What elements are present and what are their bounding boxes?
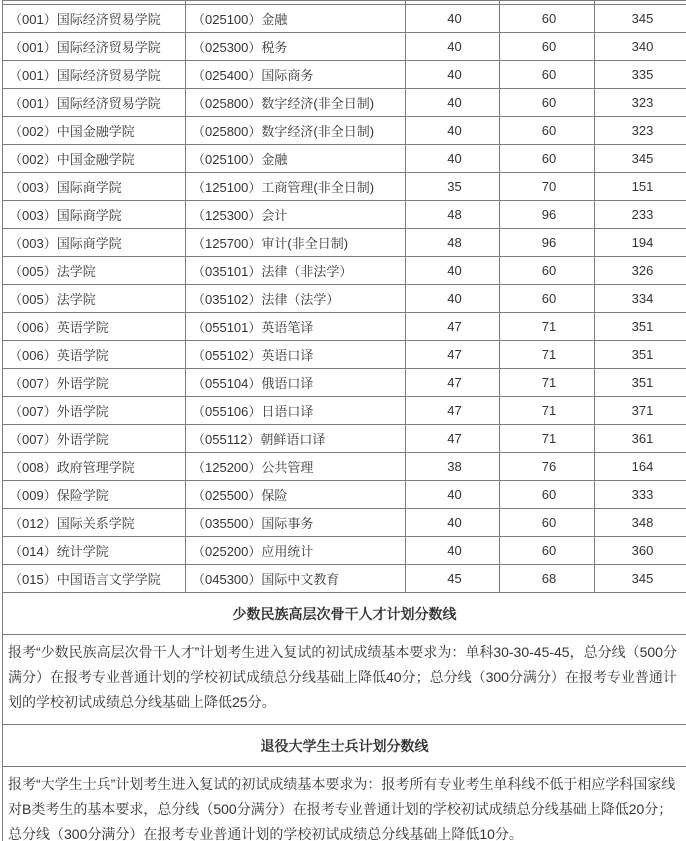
score2-cell: 71 xyxy=(500,313,595,341)
table-row xyxy=(3,145,686,173)
school-cell: （006）英语学院 xyxy=(3,341,186,369)
score1-cell: 48 xyxy=(406,229,500,257)
table-row xyxy=(3,453,686,481)
major-cell: （055112）朝鲜语口译 xyxy=(186,425,406,453)
score2-cell: 60 xyxy=(500,481,595,509)
table-row xyxy=(3,537,686,565)
section-body: 报考“少数民族高层次骨干人才”计划考生进入复试的初试成绩基本要求为：单科30-30-45-45，总分线（500分满分）在报考专业普通计划的学校初试成绩总分线基础上降低40分；总分线（300分满分）在报考专业普通计划的学校初试成绩总分线基础上降低25分。 xyxy=(3,635,686,725)
total-cell: 194 xyxy=(595,229,686,257)
score2-cell: 60 xyxy=(500,285,595,313)
major-cell: （055102）英语口译 xyxy=(186,341,406,369)
school-cell: （015）中国语言文学学院 xyxy=(3,565,186,593)
major-cell: （035500）国际事务 xyxy=(186,509,406,537)
major-cell: （125100）工商管理(非全日制) xyxy=(186,173,406,201)
school-cell: （002）中国金融学院 xyxy=(3,145,186,173)
score2-cell: 71 xyxy=(500,341,595,369)
table-row xyxy=(3,33,686,61)
total-cell: 371 xyxy=(595,397,686,425)
section-title: 退役大学生士兵计划分数线 xyxy=(3,725,686,767)
section-body: 报考“大学生士兵”计划考生进入复试的初试成绩基本要求为：报考所有专业考生单科线不低于相应学科国家线对B类考生的基本要求，总分线（500分满分）在报考专业普通计划的学校初试成绩总分线基础上降低20分；总分线（300分满分）在报考专业普通计划的学校初试成绩总分线基础上降低10分。 xyxy=(3,767,686,841)
total-cell: 334 xyxy=(595,285,686,313)
table-row xyxy=(3,173,686,201)
score1-cell: 40 xyxy=(406,285,500,313)
total-cell: 323 xyxy=(595,89,686,117)
school-cell: （007）外语学院 xyxy=(3,369,186,397)
minority-plan-body-row xyxy=(3,635,686,725)
score2-cell: 60 xyxy=(500,61,595,89)
total-cell: 351 xyxy=(595,313,686,341)
table-row xyxy=(3,285,686,313)
score1-cell: 47 xyxy=(406,341,500,369)
table-row xyxy=(3,481,686,509)
total-cell: 326 xyxy=(595,257,686,285)
score2-cell: 71 xyxy=(500,425,595,453)
school-cell: （001）国际经济贸易学院 xyxy=(3,61,186,89)
total-cell: 333 xyxy=(595,481,686,509)
score2-cell: 76 xyxy=(500,453,595,481)
total-cell: 348 xyxy=(595,509,686,537)
score1-cell: 40 xyxy=(406,117,500,145)
score2-cell: 60 xyxy=(500,145,595,173)
score1-cell: 40 xyxy=(406,89,500,117)
score1-cell: 40 xyxy=(406,145,500,173)
major-cell: （125300）会计 xyxy=(186,201,406,229)
score1-cell: 40 xyxy=(406,537,500,565)
total-cell: 345 xyxy=(595,145,686,173)
school-cell: （003）国际商学院 xyxy=(3,201,186,229)
major-cell: （055101）英语笔译 xyxy=(186,313,406,341)
school-cell: （009）保险学院 xyxy=(3,481,186,509)
score1-cell: 38 xyxy=(406,453,500,481)
score1-cell: 48 xyxy=(406,201,500,229)
school-cell: （012）国际关系学院 xyxy=(3,509,186,537)
total-cell: 335 xyxy=(595,61,686,89)
table-row xyxy=(3,229,686,257)
veteran-plan-body-row xyxy=(3,767,686,841)
total-cell: 340 xyxy=(595,33,686,61)
major-cell: （025800）数字经济(非全日制) xyxy=(186,117,406,145)
school-cell: （007）外语学院 xyxy=(3,397,186,425)
score1-cell: 35 xyxy=(406,173,500,201)
score2-cell: 60 xyxy=(500,33,595,61)
score1-cell: 40 xyxy=(406,509,500,537)
table-row xyxy=(3,509,686,537)
school-cell: （002）中国金融学院 xyxy=(3,117,186,145)
score1-cell: 40 xyxy=(406,61,500,89)
score1-cell: 40 xyxy=(406,33,500,61)
score1-cell: 47 xyxy=(406,313,500,341)
total-cell: 164 xyxy=(595,453,686,481)
table-row xyxy=(3,5,686,33)
score1-cell: 40 xyxy=(406,5,500,33)
table-row xyxy=(3,257,686,285)
score2-cell: 60 xyxy=(500,509,595,537)
total-cell: 345 xyxy=(595,565,686,593)
score1-cell: 45 xyxy=(406,565,500,593)
school-cell: （007）外语学院 xyxy=(3,425,186,453)
table-row xyxy=(3,425,686,453)
total-cell: 233 xyxy=(595,201,686,229)
score-rows xyxy=(3,1,686,593)
school-cell: （014）统计学院 xyxy=(3,537,186,565)
major-cell: （025500）保险 xyxy=(186,481,406,509)
total-cell: 361 xyxy=(595,425,686,453)
major-cell: （045300）国际中文教育 xyxy=(186,565,406,593)
score1-cell: 47 xyxy=(406,369,500,397)
school-cell: （006）英语学院 xyxy=(3,313,186,341)
score2-cell: 60 xyxy=(500,257,595,285)
total-cell: 351 xyxy=(595,369,686,397)
score1-cell: 40 xyxy=(406,257,500,285)
major-cell: （025100）金融 xyxy=(186,145,406,173)
score2-cell: 60 xyxy=(500,117,595,145)
score2-cell: 68 xyxy=(500,565,595,593)
score1-cell: 40 xyxy=(406,481,500,509)
veteran-plan-title-row xyxy=(3,725,686,767)
school-cell: （005）法学院 xyxy=(3,257,186,285)
school-cell: （001）国际经济贸易学院 xyxy=(3,89,186,117)
major-cell: （125700）审计(非全日制) xyxy=(186,229,406,257)
score1-cell: 47 xyxy=(406,425,500,453)
major-cell: （025200）应用统计 xyxy=(186,537,406,565)
score2-cell: 96 xyxy=(500,201,595,229)
total-cell: 351 xyxy=(595,341,686,369)
table-row xyxy=(3,89,686,117)
score2-cell: 60 xyxy=(500,89,595,117)
major-cell: （035101）法律（非法学） xyxy=(186,257,406,285)
score1-cell: 47 xyxy=(406,397,500,425)
section-title: 少数民族高层次骨干人才计划分数线 xyxy=(3,593,686,635)
score2-cell: 60 xyxy=(500,537,595,565)
table-row xyxy=(3,117,686,145)
total-cell: 151 xyxy=(595,173,686,201)
total-cell: 345 xyxy=(595,5,686,33)
table-row xyxy=(3,313,686,341)
school-cell: （005）法学院 xyxy=(3,285,186,313)
major-cell: （055106）日语口译 xyxy=(186,397,406,425)
score2-cell: 96 xyxy=(500,229,595,257)
score-line-table xyxy=(2,0,686,841)
total-cell: 323 xyxy=(595,117,686,145)
major-cell: （025400）国际商务 xyxy=(186,61,406,89)
major-cell: （025300）税务 xyxy=(186,33,406,61)
school-cell: （001）国际经济贸易学院 xyxy=(3,33,186,61)
table-row xyxy=(3,565,686,593)
table-row xyxy=(3,201,686,229)
major-cell: （055104）俄语口译 xyxy=(186,369,406,397)
major-cell: （025100）金融 xyxy=(186,5,406,33)
score2-cell: 71 xyxy=(500,369,595,397)
minority-plan-title-row xyxy=(3,593,686,635)
school-cell: （001）国际经济贸易学院 xyxy=(3,5,186,33)
major-cell: （125200）公共管理 xyxy=(186,453,406,481)
table-row xyxy=(3,61,686,89)
special-plan-sections xyxy=(3,593,686,841)
school-cell: （003）国际商学院 xyxy=(3,173,186,201)
major-cell: （035102）法律（法学） xyxy=(186,285,406,313)
total-cell: 360 xyxy=(595,537,686,565)
table-row xyxy=(3,369,686,397)
score2-cell: 60 xyxy=(500,5,595,33)
table-row xyxy=(3,397,686,425)
major-cell: （025800）数字经济(非全日制) xyxy=(186,89,406,117)
table-row xyxy=(3,341,686,369)
score2-cell: 71 xyxy=(500,397,595,425)
school-cell: （003）国际商学院 xyxy=(3,229,186,257)
score2-cell: 70 xyxy=(500,173,595,201)
school-cell: （008）政府管理学院 xyxy=(3,453,186,481)
